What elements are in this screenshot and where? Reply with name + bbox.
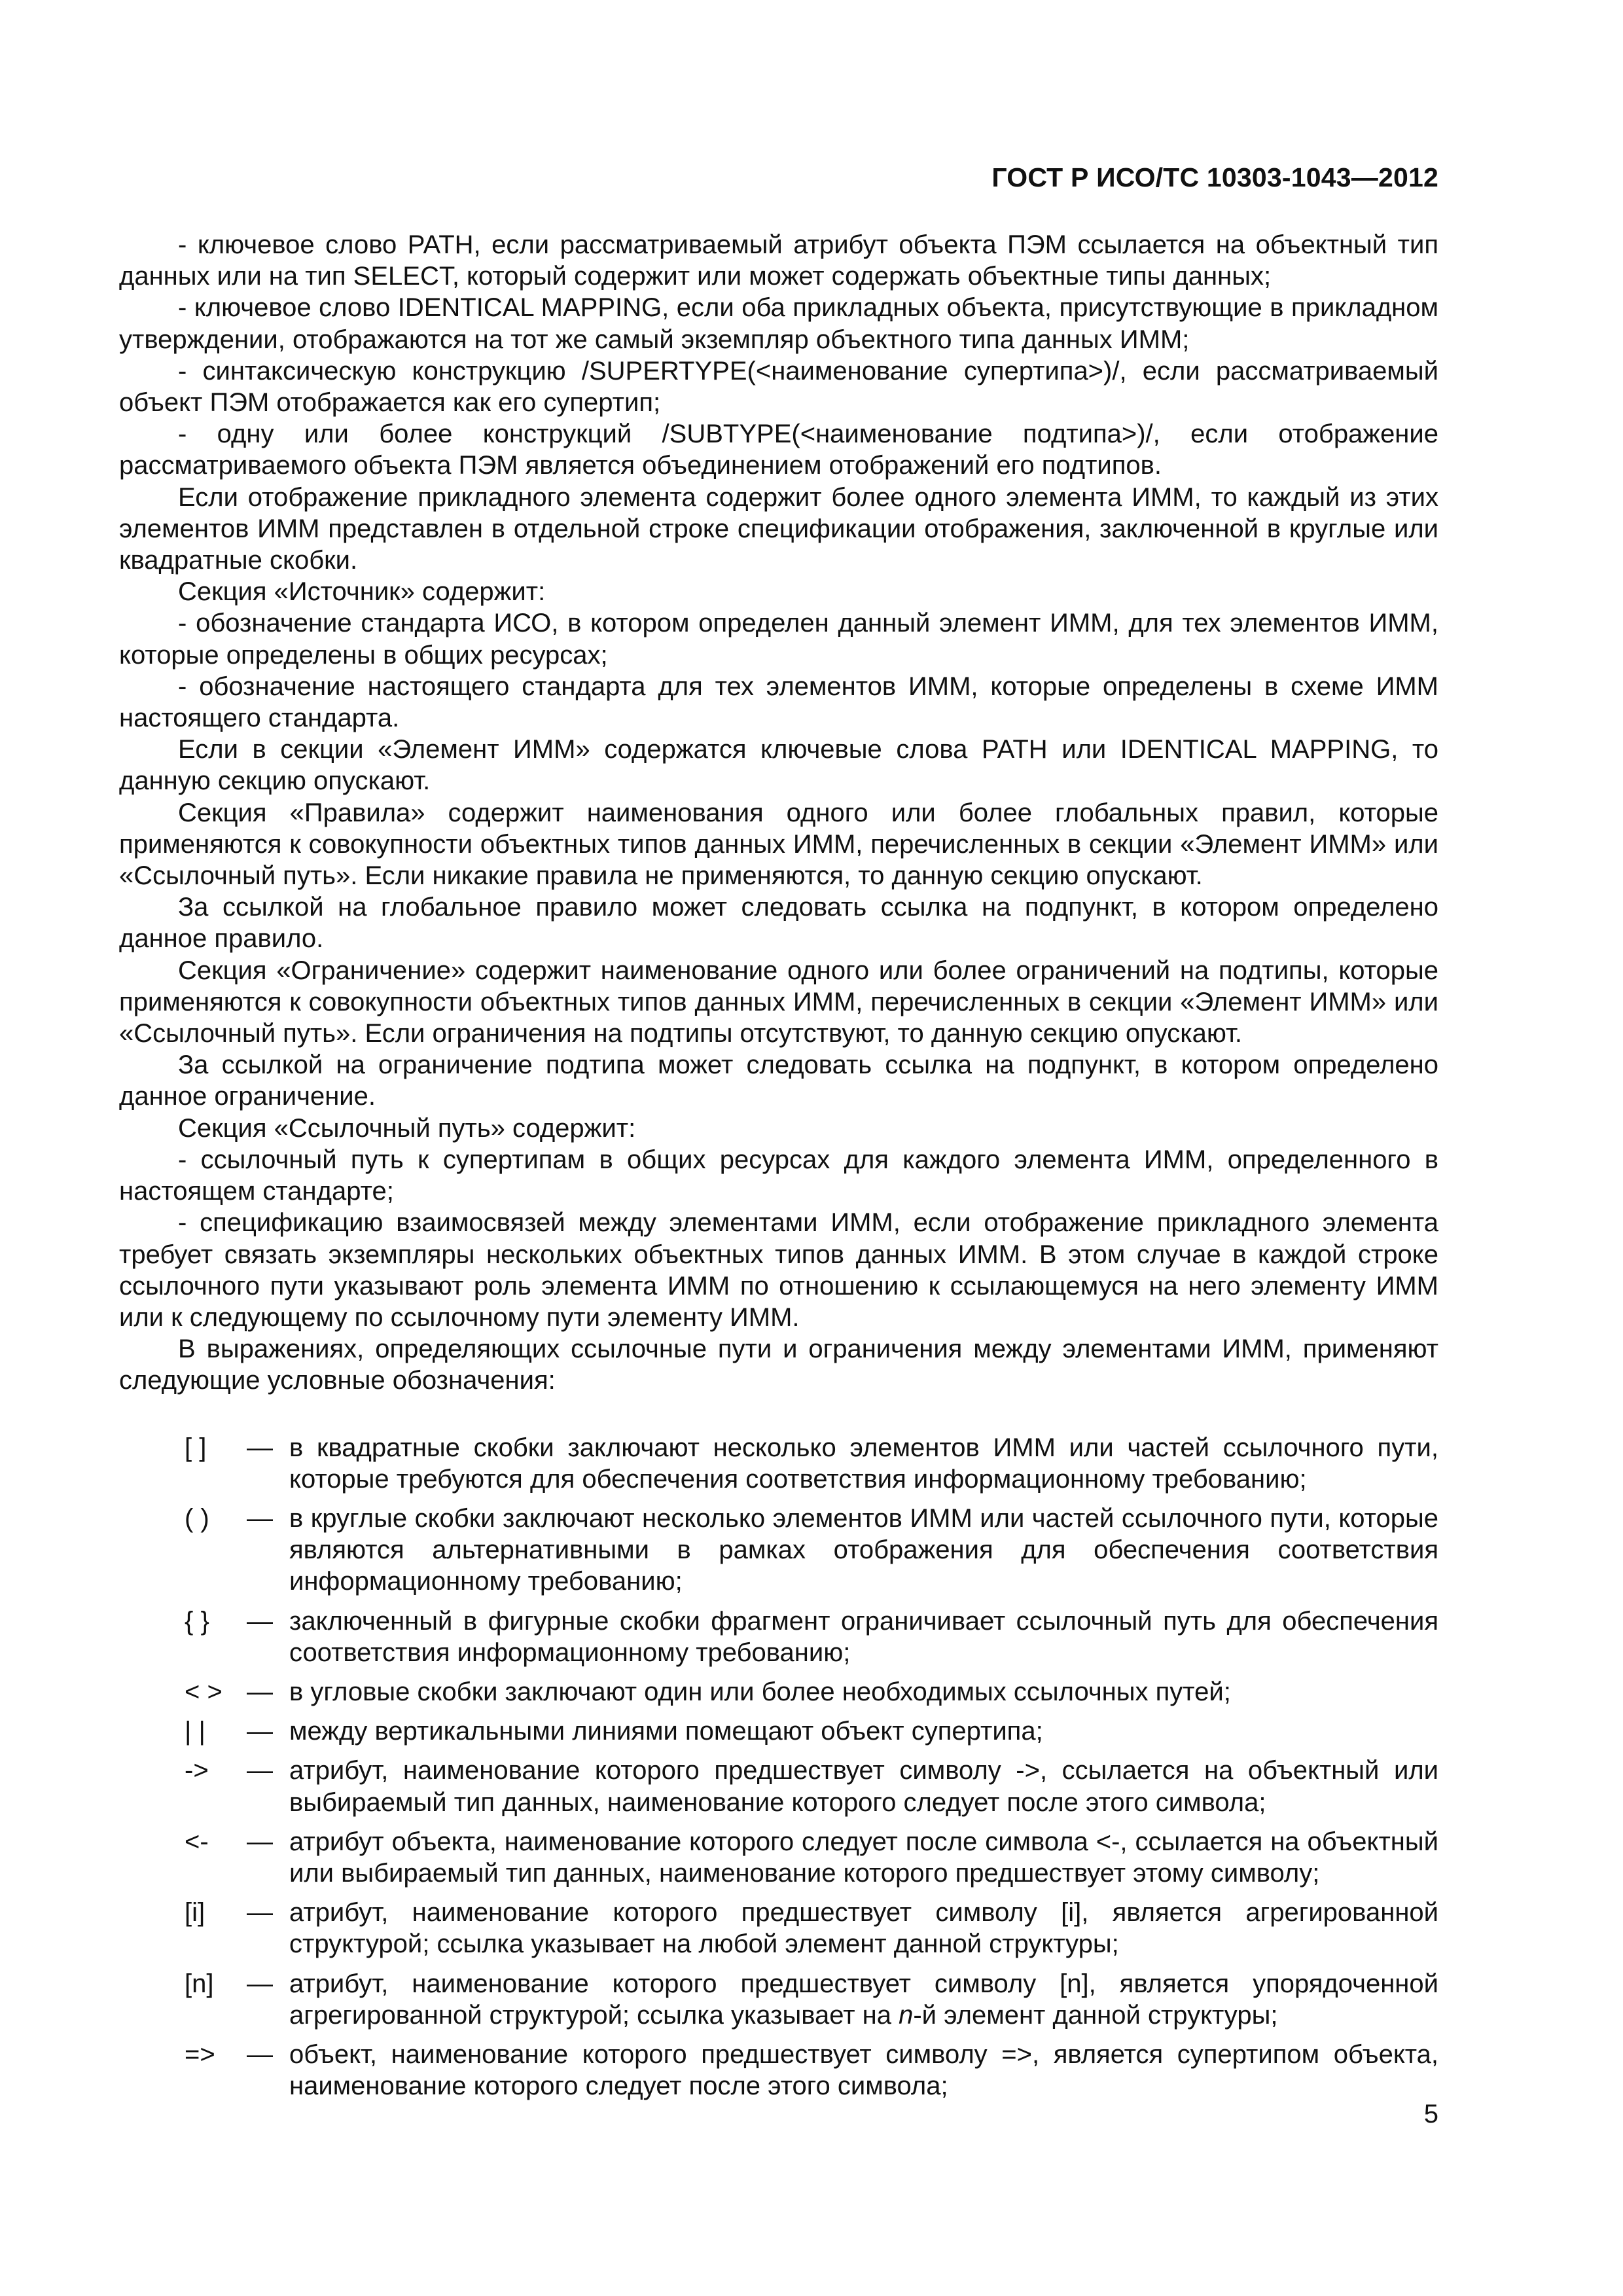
notation-item bbox=[119, 1897, 1438, 1960]
notation-dash: — bbox=[247, 1606, 273, 1636]
notation-dash: — bbox=[247, 1677, 273, 1706]
paragraph: Секция «Ссылочный путь» содержит: bbox=[178, 1113, 636, 1143]
notation-dash: — bbox=[247, 1503, 273, 1533]
notation-dash: — bbox=[247, 2039, 273, 2069]
notation-symbol: [i] bbox=[185, 1898, 205, 1928]
notation-description: в угловые скобки заключают один или более необходимых ссылочных путей; bbox=[289, 1677, 1231, 1706]
notation-symbol: | | bbox=[185, 1717, 205, 1746]
notation-list bbox=[119, 1432, 1438, 2102]
paragraph: Секция «Ограничение» содержит наименование одного или более ограничений на подтипы, которые применяются к совокупности объектных типов данных ИММ, перечисленных в секции «Элемент ИММ» или «Ссылочный путь». Если ограничения на подтипы отсутствуют, то данную секцию опускают. bbox=[119, 956, 1438, 1049]
notation-description: в круглые скобки заключают несколько элементов ИММ или частей ссылочного пути, которые являются альтернативными в рамках отображения для обеспечения соответствия информационному требованию; bbox=[289, 1503, 1438, 1596]
notation-description: атрибут, наименование которого предшествует символу [i], является агрегированной структурой; ссылка указывает на любой элемент данной структуры; bbox=[289, 1898, 1438, 1959]
notation-description: объект, наименование которого предшествует символу =>, является супертипом объекта, наименование которого следует после этого символа; bbox=[289, 2039, 1438, 2101]
notation-symbol: < > bbox=[185, 1677, 223, 1706]
paragraph: В выражениях, определяющих ссылочные пути и ограничения между элементами ИММ, применяют следующие условные обозначения: bbox=[119, 1335, 1438, 1395]
paragraph: - ключевое слово PATH, если рассматриваемый атрибут объекта ПЭМ ссылается на объектный тип данных или на тип SELECT, который содержит или может содержать объектные типы данных; bbox=[119, 230, 1438, 291]
notation-dash: — bbox=[247, 1969, 273, 1998]
paragraph: Секция «Источник» содержит: bbox=[178, 577, 546, 607]
paragraph: - одну или более конструкций /SUBTYPE(<наименование подтипа>)/, если отображение рассматриваемого объекта ПЭМ является объединением отображений его подтипов. bbox=[119, 420, 1438, 480]
paragraph: За ссылкой на глобальное правило может следовать ссылка на подпункт, в котором определено данное правило. bbox=[119, 893, 1438, 954]
notation-dash: — bbox=[247, 1756, 273, 1785]
notation-text-part: атрибут, наименование которого предшествует символу [n], является упорядоченной агрегированной структурой; ссылка указывает на bbox=[289, 1969, 1438, 2030]
notation-description: в квадратные скобки заключают несколько элементов ИММ или частей ссылочного пути, которые требуются для обеспечения соответствия информационному требованию; bbox=[289, 1433, 1438, 1494]
notation-description: между вертикальными линиями помещают объект супертипа; bbox=[289, 1717, 1043, 1746]
notation-item bbox=[119, 1605, 1438, 1668]
paragraph: - обозначение стандарта ИСО, в котором определен данный элемент ИММ, для тех элементов ИММ, которые определены в общих ресурсах; bbox=[119, 609, 1438, 670]
notation-dash: — bbox=[247, 1717, 273, 1746]
notation-symbol: => bbox=[185, 2039, 215, 2069]
paragraph: За ссылкой на ограничение подтипа может следовать ссылка на подпункт, в котором определено данное ограничение. bbox=[119, 1050, 1438, 1111]
document-body bbox=[119, 229, 1438, 2109]
notation-description: заключенный в фигурные скобки фрагмент ограничивает ссылочный путь для обеспечения соответствия информационному требованию; bbox=[289, 1606, 1438, 1667]
notation-dash: — bbox=[247, 1898, 273, 1928]
notation-item bbox=[119, 1755, 1438, 1818]
notation-symbol: [n] bbox=[185, 1969, 214, 1998]
paragraph: Если в секции «Элемент ИММ» содержатся ключевые слова PATH или IDENTICAL MAPPING, то данную секцию опускают. bbox=[119, 735, 1438, 796]
paragraph: - синтаксическую конструкцию /SUPERTYPE(<наименование супертипа>)/, если рассматриваемый объект ПЭМ отображается как его супертип; bbox=[119, 356, 1438, 418]
notation-item bbox=[119, 1826, 1438, 1889]
paragraph: - ключевое слово IDENTICAL MAPPING, если оба прикладных объекта, присутствующие в прикладном утверждении, отображаются на тот же самый экземпляр объектного типа данных ИММ; bbox=[119, 293, 1438, 354]
notation-symbol: ( ) bbox=[185, 1503, 209, 1533]
document-header: ГОСТ Р ИСО/ТС 10303-1043—2012 bbox=[991, 162, 1438, 192]
notation-symbol: { } bbox=[185, 1606, 209, 1636]
paragraph: - спецификацию взаимосвязей между элементами ИММ, если отображение прикладного элемента требует связать экземпляры нескольких объектных типов данных ИММ. В этом случае в каждой строке ссылочного пути указывают роль элемента ИММ по отношению к ссылающемуся на него элементу ИММ или к следующему по ссылочному пути элементу ИММ. bbox=[119, 1208, 1438, 1332]
notation-text-part: -й элемент данной структуры; bbox=[913, 2000, 1278, 2030]
notation-description: атрибут объекта, наименование которого следует после символа <-, ссылается на объектный или выбираемый тип данных, наименование которого предшествует этому символу; bbox=[289, 1827, 1438, 1888]
notation-symbol: -> bbox=[185, 1756, 209, 1785]
notation-italic-n: n bbox=[899, 2000, 914, 2030]
notation-description: атрибут, наименование которого предшествует символу ->, ссылается на объектный или выбираемый тип данных, наименование которого следует после этого символа; bbox=[289, 1756, 1438, 1817]
notation-item bbox=[119, 2039, 1438, 2102]
notation-item bbox=[119, 1715, 1438, 1747]
paragraph: - обозначение настоящего стандарта для тех элементов ИММ, которые определены в схеме ИММ настоящего стандарта. bbox=[119, 672, 1438, 733]
paragraph: Если отображение прикладного элемента содержит более одного элемента ИММ, то каждый из этих элементов ИММ представлен в отдельной строке спецификации отображения, заключенной в круглые или квадратные скобки. bbox=[119, 482, 1438, 575]
paragraph: Секция «Правила» содержит наименования одного или более глобальных правил, которые применяются к совокупности объектных типов данных ИММ, перечисленных в секции «Элемент ИММ» или «Ссылочный путь». Если никакие правила не применяются, то данную секцию опускают. bbox=[119, 798, 1438, 891]
notation-dash: — bbox=[247, 1827, 273, 1856]
notation-description bbox=[289, 1968, 1438, 2031]
notation-dash: — bbox=[247, 1433, 273, 1462]
notation-item bbox=[119, 1968, 1438, 2031]
page-number: 5 bbox=[1423, 2100, 1438, 2128]
notation-symbol: [ ] bbox=[185, 1433, 207, 1462]
notation-item bbox=[119, 1432, 1438, 1495]
notation-item bbox=[119, 1676, 1438, 1708]
notation-symbol: <- bbox=[185, 1827, 209, 1856]
notation-item bbox=[119, 1503, 1438, 1598]
paragraph: - ссылочный путь к супертипам в общих ресурсах для каждого элемента ИММ, определенного в настоящем стандарте; bbox=[119, 1145, 1438, 1206]
